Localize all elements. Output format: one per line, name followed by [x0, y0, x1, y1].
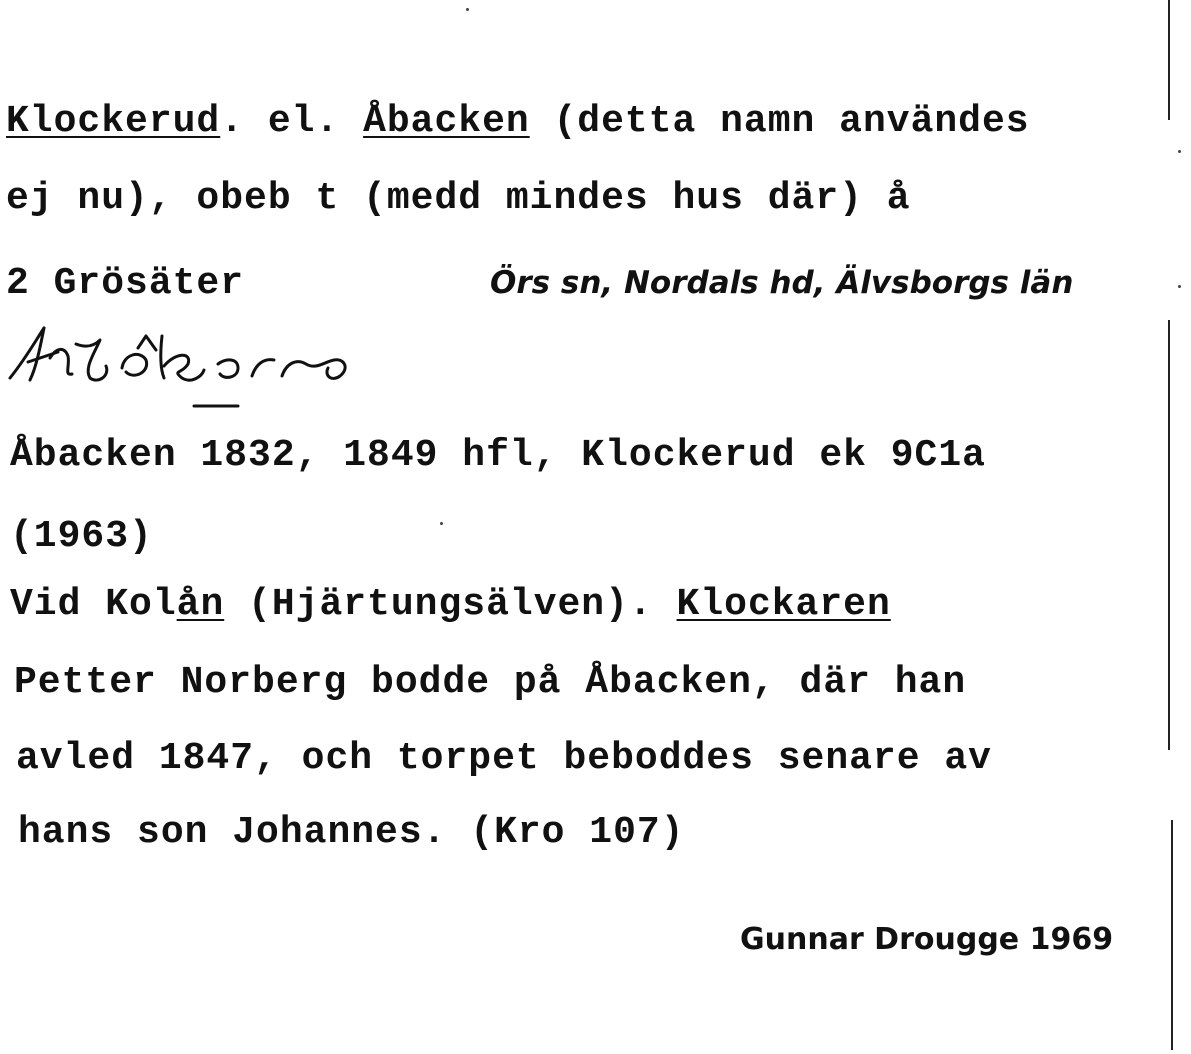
scan-edge-line [1171, 820, 1173, 1050]
source-references: Åbacken 1832, 1849 hfl, Klockerud ek 9C1a [10, 434, 986, 477]
scan-edge-line [1168, 0, 1170, 120]
line-7-middle: (Hjärtungsälven). [224, 583, 677, 626]
river-name-suffix: ån [176, 583, 225, 626]
line-1-connector: . el. [220, 100, 364, 143]
handwritten-pronunciation-icon [6, 318, 386, 414]
card-line-7 [10, 583, 891, 626]
author-signature: Gunnar Drougge 1969 [740, 922, 1114, 957]
scan-speck [440, 522, 443, 525]
card-line-9: avled 1847, och torpet beboddes senare av [16, 737, 992, 780]
parish-stamp: Örs sn, Nordals hd, Älvsborgs län [490, 265, 1074, 301]
place-name-klockerud: Klockerud [6, 100, 221, 143]
card-line-2: ej nu), obeb t (medd mindes hus där) å [6, 177, 911, 220]
scan-speck [466, 8, 469, 11]
card-line-10: hans son Johannes. (Kro 107) [18, 811, 685, 854]
scan-speck [1178, 150, 1181, 153]
source-year: (1963) [10, 515, 153, 558]
card-line-8: Petter Norberg bodde på Åbacken, där han [14, 661, 967, 704]
farm-name: 2 Grösäter [6, 262, 245, 305]
scan-edge-line [1168, 320, 1170, 750]
place-name-abacken: Åbacken [363, 100, 530, 143]
card-line-1 [6, 100, 1030, 143]
line-1-remark: (detta namn användes [529, 100, 1030, 143]
occupation-klockaren: Klockaren [676, 583, 891, 626]
line-7-prefix: Vid Kol [10, 583, 177, 626]
scan-speck [1178, 285, 1181, 288]
